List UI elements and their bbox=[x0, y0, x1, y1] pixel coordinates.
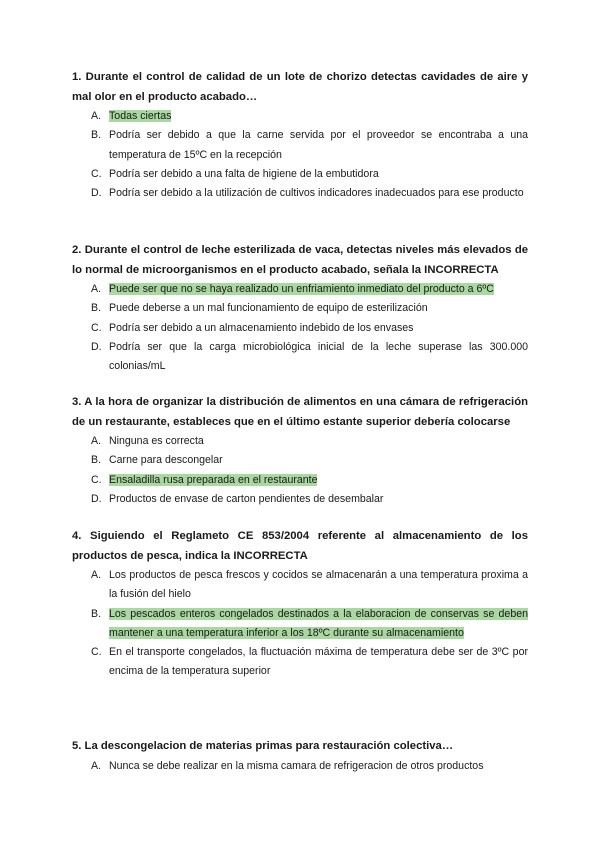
option-letter: B. bbox=[91, 129, 102, 142]
option-c bbox=[72, 319, 528, 338]
options-list bbox=[72, 432, 528, 509]
option-a bbox=[72, 280, 528, 299]
option-text: Los pescados enteros congelados destinados a la elaboracion de conservas se deben mantener a una temperatura inferior a los 18ºC durante su almacenamiento bbox=[109, 607, 528, 639]
option-text: Nunca se debe realizar en la misma camara de refrigeracion de otros productos bbox=[109, 759, 484, 772]
option-b bbox=[72, 126, 528, 165]
option-letter: C. bbox=[91, 321, 102, 334]
question-2 bbox=[72, 241, 528, 376]
option-a bbox=[72, 432, 528, 451]
option-b bbox=[72, 299, 528, 318]
option-a bbox=[72, 757, 528, 776]
option-text: Todas ciertas bbox=[109, 110, 172, 122]
question-5 bbox=[72, 737, 528, 776]
options-list bbox=[72, 107, 528, 203]
options-list bbox=[72, 280, 528, 376]
option-d bbox=[72, 184, 528, 203]
option-c bbox=[72, 643, 528, 682]
option-d bbox=[72, 490, 528, 509]
option-c bbox=[72, 471, 528, 490]
option-letter: A. bbox=[91, 283, 102, 295]
option-text: Podría ser debido a la utilización de cultivos indicadores inadecuados para ese producto bbox=[109, 187, 524, 200]
question-title: 5. La descongelacion de materias primas para restauración colectiva… bbox=[72, 740, 454, 752]
option-letter: D. bbox=[91, 187, 102, 200]
option-text: Ensaladilla rusa preparada en el restaurante bbox=[109, 473, 318, 486]
option-text: Podría ser debido a un almacenamiento indebido de los envases bbox=[109, 321, 414, 334]
option-text: Productos de envase de carton pendientes de desembalar bbox=[109, 492, 384, 505]
option-b bbox=[72, 451, 528, 470]
option-text: Puede deberse a un mal funcionamiento de equipo de esterilización bbox=[109, 302, 428, 315]
question-title: 3. A la hora de organizar la distribución de alimentos en una cámara de refrigeración de un restaurante, estableces que en el último estante superior debería colocarse bbox=[72, 396, 528, 428]
question-title: 1. Durante el control de calidad de un lote de chorizo detectas cavidades de aire y mal olor en el producto acabado… bbox=[72, 71, 528, 103]
option-letter: D. bbox=[91, 492, 102, 505]
option-letter: A. bbox=[91, 435, 102, 447]
option-letter: B. bbox=[91, 607, 102, 620]
option-text: Ninguna es correcta bbox=[109, 435, 204, 447]
option-text: Podría ser debido a una falta de higiene de la embutidora bbox=[109, 167, 379, 180]
options-list bbox=[72, 566, 528, 682]
option-letter: C. bbox=[91, 473, 102, 486]
options-list bbox=[72, 757, 528, 776]
question-title: 2. Durante el control de leche esterilizada de vaca, detectas niveles más elevados de lo normal de microorganismos en el producto acabado, señala la INCORRECTA bbox=[72, 244, 528, 276]
option-text: Puede ser que no se haya realizado un enfriamiento inmediato del producto a 6ºC bbox=[109, 283, 494, 295]
option-letter: B. bbox=[91, 302, 102, 315]
option-a bbox=[72, 566, 528, 605]
question-3 bbox=[72, 393, 528, 509]
option-letter: A. bbox=[91, 759, 102, 772]
option-text: Los productos de pesca frescos y cocidos se almacenarán a una temperatura proxima a la fusión del hielo bbox=[109, 569, 528, 601]
option-letter: A. bbox=[91, 110, 102, 122]
option-text: Podría ser que la carga microbiológica inicial de la leche superase las 300.000 colonias/mL bbox=[109, 340, 528, 373]
option-b bbox=[72, 605, 528, 644]
option-a bbox=[72, 107, 528, 126]
option-c bbox=[72, 165, 528, 184]
option-letter: B. bbox=[91, 454, 102, 467]
option-d bbox=[72, 338, 528, 377]
question-1 bbox=[72, 68, 528, 203]
option-letter: A. bbox=[91, 569, 102, 581]
option-letter: D. bbox=[91, 340, 102, 353]
option-text: Podría ser debido a que la carne servida por el proveedor se encontraba a una temperatura de 15ºC en la recepción bbox=[109, 129, 528, 161]
question-4 bbox=[72, 527, 528, 682]
option-letter: C. bbox=[91, 646, 102, 659]
option-text: En el transporte congelados, la fluctuación máxima de temperatura debe ser de 3ºC por encima de la temperatura superior bbox=[109, 646, 528, 678]
question-title: 4. Siguiendo el Reglameto CE 853/2004 referente al almacenamiento de los productos de pesca, indica la INCORRECTA bbox=[72, 530, 528, 562]
option-letter: C. bbox=[91, 167, 102, 180]
option-text: Carne para descongelar bbox=[109, 454, 223, 467]
